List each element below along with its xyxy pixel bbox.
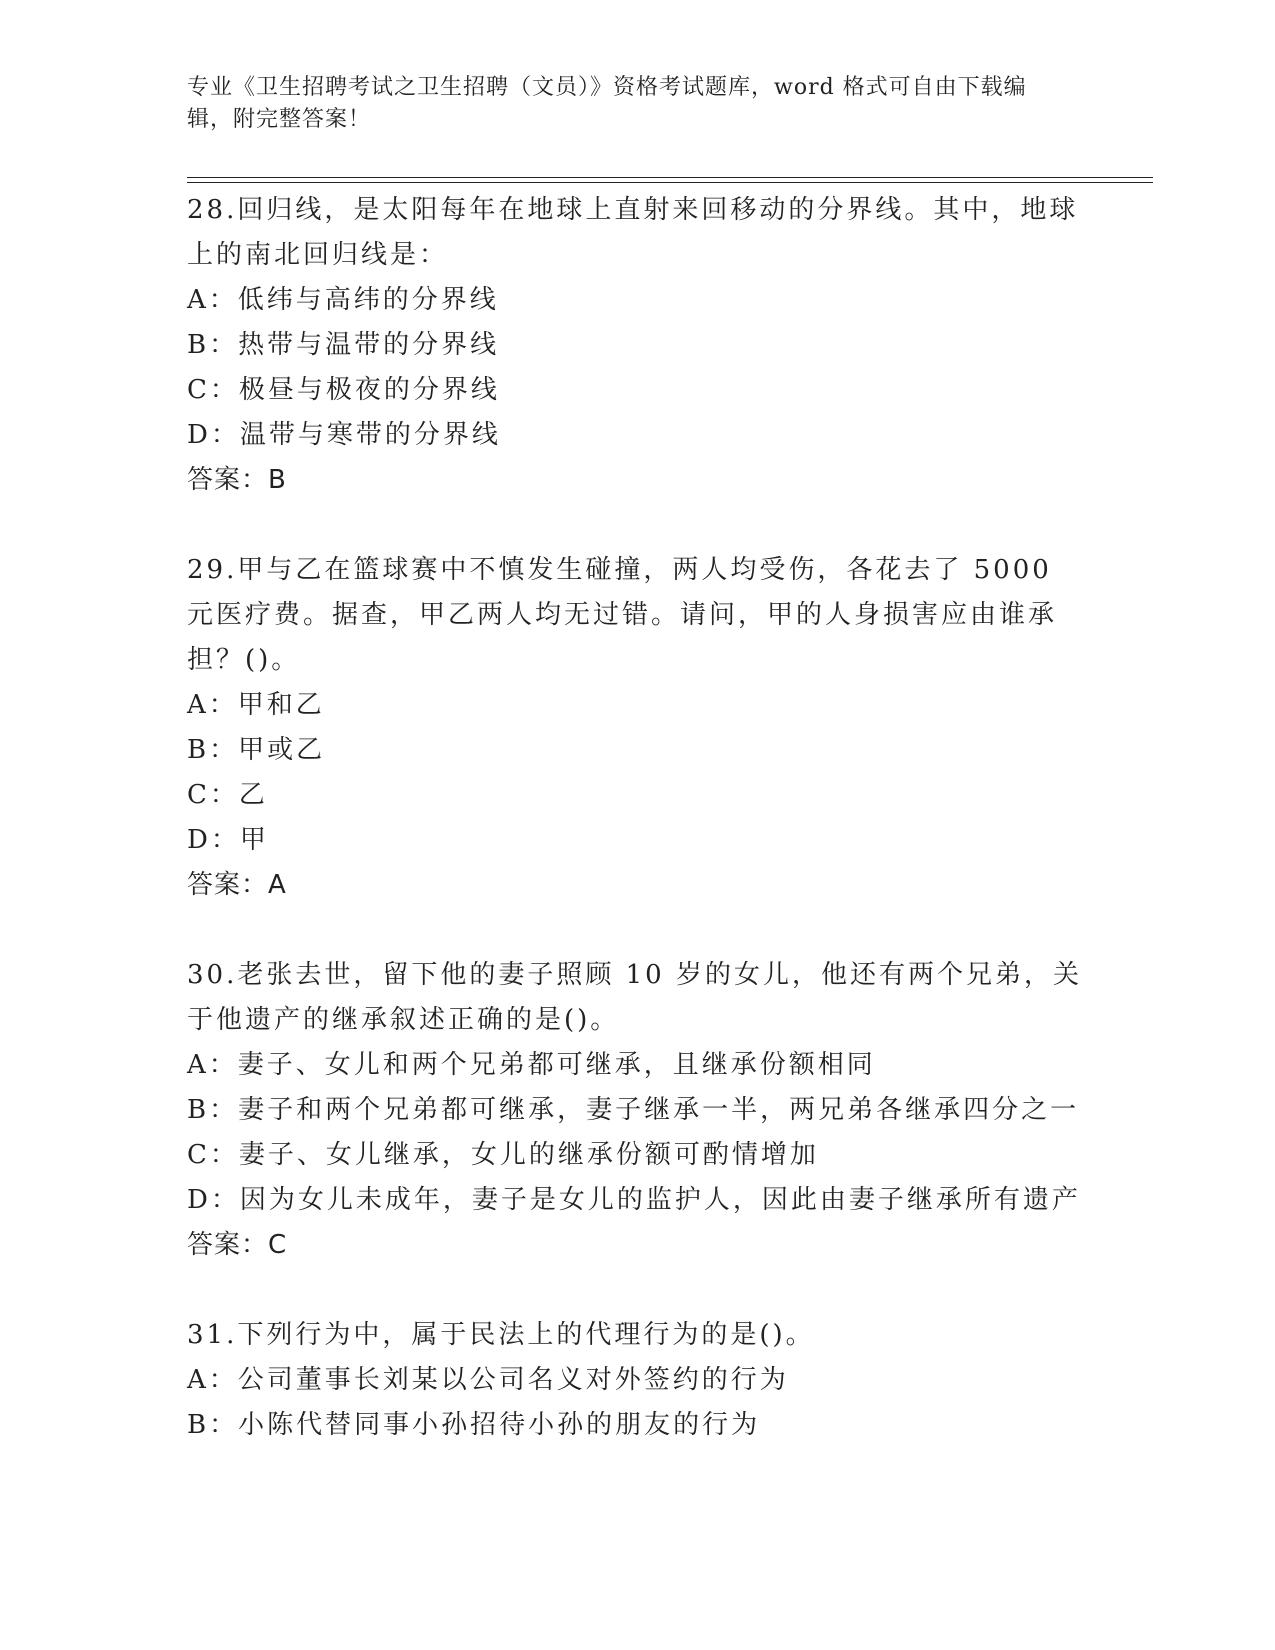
option-a: A：甲和乙 [187, 690, 325, 720]
document-header: 专业《卫生招聘考试之卫生招聘（文员）》资格考试题库，word 格式可自由下载编辑，附完整答案！ [187, 75, 1027, 132]
question-29 [187, 548, 1087, 908]
question-text: 28.回归线，是太阳每年在地球上直射来回移动的分界线。其中，地球上的南北回归线是： [187, 195, 1079, 270]
header-divider-bottom [187, 182, 1153, 183]
option-b: B：妻子和两个兄弟都可继承，妻子继承一半，两兄弟各继承四分之一 [187, 1095, 1080, 1125]
option-b: B：热带与温带的分界线 [187, 330, 500, 360]
option-c: C：乙 [187, 780, 268, 810]
question-text: 31.下列行为中，属于民法上的代理行为的是()。 [187, 1320, 815, 1350]
header-divider-top [187, 177, 1153, 178]
option-c: C：妻子、女儿继承，女儿的继承份额可酌情增加 [187, 1140, 819, 1170]
answer: 答案：A [187, 870, 287, 900]
question-text: 29.甲与乙在篮球赛中不慎发生碰撞，两人均受伤，各花去了 5000 元医疗费。据查，甲乙两人均无过错。请问，甲的人身损害应由谁承担？()。 [187, 555, 1058, 675]
option-d: D：甲 [187, 825, 269, 855]
question-28 [187, 188, 1087, 503]
question-30 [187, 953, 1087, 1268]
answer: 答案：B [187, 465, 287, 495]
option-a: A：公司董事长刘某以公司名义对外签约的行为 [187, 1365, 789, 1395]
option-a: A：低纬与高纬的分界线 [187, 285, 499, 315]
option-d: D：温带与寒带的分界线 [187, 420, 501, 450]
option-b: B：甲或乙 [187, 735, 326, 765]
option-b: B：小陈代替同事小孙招待小孙的朋友的行为 [187, 1410, 761, 1440]
option-c: C：极昼与极夜的分界线 [187, 375, 500, 405]
question-text: 30.老张去世，留下他的妻子照顾 10 岁的女儿，他还有两个兄弟，关于他遗产的继承叙述正确的是()。 [187, 960, 1082, 1035]
option-a: A：妻子、女儿和两个兄弟都可继承，且继承份额相同 [187, 1050, 876, 1080]
option-d: D：因为女儿未成年，妻子是女儿的监护人，因此由妻子继承所有遗产 [187, 1185, 1081, 1215]
question-list [187, 188, 1087, 1493]
answer: 答案：C [187, 1230, 288, 1260]
question-31 [187, 1313, 1087, 1448]
